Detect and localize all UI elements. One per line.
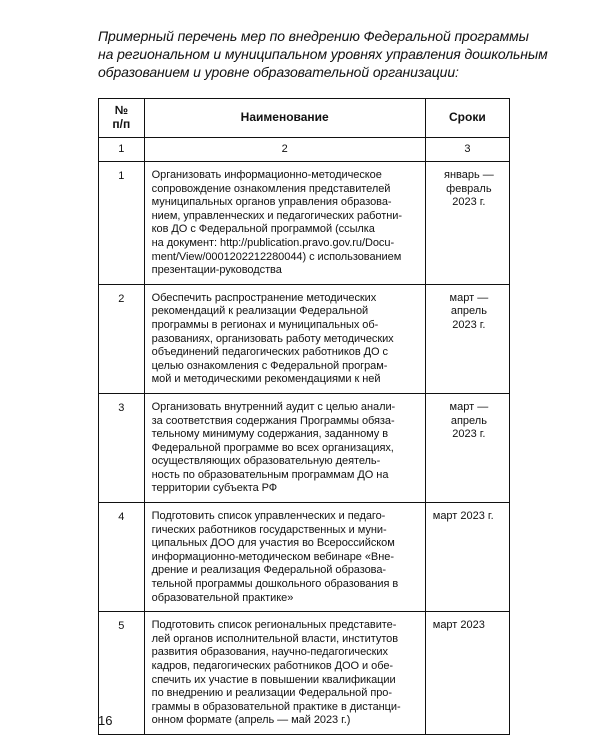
row-text-line: программы в регионах и муниципальных об- bbox=[151, 318, 379, 331]
caption-line: на региональном и муниципальном уровнях управления дошкольным bbox=[98, 46, 548, 62]
row-text-line: территории субъекта РФ bbox=[151, 482, 278, 495]
caption-line: Примерный перечень мер по внедрению Федеральной программы bbox=[98, 28, 529, 44]
column-number: 2 bbox=[144, 138, 425, 162]
caption-line: образованием и уровне образовательной организации: bbox=[98, 64, 459, 80]
row-term-line: март 2023 bbox=[432, 619, 485, 632]
row-term-line: 2023 г. bbox=[452, 428, 486, 441]
header-num bbox=[99, 99, 145, 138]
row-term bbox=[425, 393, 509, 502]
row-text-line: целью ознакомления с Федеральной програм- bbox=[151, 359, 388, 372]
row-text-line: тельному минимуму содержания, заданному в bbox=[151, 428, 389, 441]
header-num-line2: п/п bbox=[112, 117, 131, 131]
row-term-line: февраль bbox=[446, 182, 492, 195]
table-row bbox=[99, 612, 510, 735]
row-text-line: Организовать информационно-методическое bbox=[151, 169, 382, 181]
row-text-line: образовательной практике» bbox=[151, 591, 294, 604]
row-term-line: 2023 г. bbox=[452, 318, 486, 331]
row-text-line: развития образования, научно-педагогических bbox=[151, 646, 388, 659]
row-term bbox=[425, 284, 509, 393]
row-text-line: спечить их участие в повышении квалификации bbox=[151, 673, 396, 686]
row-text-line: тельной программы дошкольного образования в bbox=[151, 578, 399, 591]
row-text-line: ment/View/0001202212280044) с использованием bbox=[151, 250, 402, 263]
row-text-line: гических работников государственных и муни- bbox=[151, 523, 387, 536]
row-text-line: Подготовить список региональных представите- bbox=[151, 619, 397, 632]
row-number: 4 bbox=[99, 503, 145, 612]
header-name: Наименование bbox=[144, 99, 425, 138]
row-text-line: Федеральной программе во всех организациях, bbox=[151, 441, 394, 454]
row-term-line: апрель bbox=[450, 414, 487, 427]
table-row bbox=[99, 284, 510, 393]
row-text-line: презентации-руководства bbox=[151, 264, 282, 277]
row-text-line: ков ДО с Федеральной программой (ссылка bbox=[151, 223, 375, 236]
row-text-line: объединений педагогических работников ДО с bbox=[151, 346, 388, 359]
row-text bbox=[144, 284, 425, 393]
row-term-line: март — bbox=[449, 400, 489, 413]
row-term-line: 2023 г. bbox=[452, 196, 486, 209]
row-term bbox=[425, 503, 509, 612]
row-text-line: ность по образовательным программам ДО на bbox=[151, 468, 389, 481]
row-term-line: март 2023 г. bbox=[432, 510, 494, 523]
row-number: 5 bbox=[99, 612, 145, 735]
table-row bbox=[99, 162, 510, 285]
row-text-line: рекомендаций к реализации Федеральной bbox=[151, 305, 369, 318]
row-text-line: лей органов исполнительной власти, институтов bbox=[151, 632, 399, 645]
row-text-line: нием, управленческих и педагогических работни- bbox=[151, 209, 402, 222]
page-number: 16 bbox=[98, 713, 113, 728]
row-text bbox=[144, 393, 425, 502]
row-text-line: информационно-методическом вебинаре «Вне- bbox=[151, 550, 394, 563]
row-term-line: март — bbox=[449, 291, 489, 304]
row-text-line: на документ: http://publication.pravo.gov.ru/Docu- bbox=[151, 236, 395, 249]
table-row bbox=[99, 503, 510, 612]
row-text-line: граммы в образовательной практике в дистанци- bbox=[151, 700, 401, 713]
row-text-line: муниципальных органов управления образова- bbox=[151, 196, 392, 209]
row-term bbox=[425, 162, 509, 285]
row-text bbox=[144, 503, 425, 612]
column-number-row bbox=[99, 138, 510, 162]
row-number: 1 bbox=[99, 162, 145, 285]
caption bbox=[98, 27, 548, 81]
row-text bbox=[144, 162, 425, 285]
header-term: Сроки bbox=[425, 99, 509, 138]
row-text-line: кадров, педагогических работников ДОО и обе- bbox=[151, 660, 394, 672]
row-number: 2 bbox=[99, 284, 145, 393]
row-text-line: по внедрению и реализации Федеральной про- bbox=[151, 687, 392, 700]
row-text-line: дрение и реализация Федеральной образова- bbox=[151, 564, 387, 577]
row-text-line: Подготовить список управленческих и педаго- bbox=[151, 510, 386, 523]
row-term-line: январь — bbox=[443, 169, 494, 181]
row-text-line: сопровождение ознакомления представителей bbox=[151, 182, 391, 195]
column-number: 1 bbox=[99, 138, 145, 162]
row-text-line: Обеспечить распространение методических bbox=[151, 291, 377, 304]
header-row bbox=[99, 99, 510, 138]
row-text-line: разованиях, организовать работу методических bbox=[151, 332, 394, 345]
row-text-line: осуществляющих образовательную деятель- bbox=[151, 455, 381, 468]
measures-table bbox=[98, 98, 510, 735]
row-term bbox=[425, 612, 509, 735]
header-num-line1: № bbox=[114, 103, 129, 118]
row-text-line: Организовать внутренний аудит с целью анали- bbox=[151, 400, 396, 413]
row-text bbox=[144, 612, 425, 735]
column-number: 3 bbox=[425, 138, 509, 162]
row-text-line: за соответствия содержания Программы обяза- bbox=[151, 414, 395, 427]
row-text-line: онном формате (апрель — май 2023 г.) bbox=[151, 714, 351, 727]
row-term-line: апрель bbox=[450, 305, 487, 318]
row-text-line: мой и методическими рекомендациями к ней bbox=[151, 373, 381, 386]
row-number: 3 bbox=[99, 393, 145, 502]
row-text-line: ципальных ДОО для участия во Всероссийском bbox=[151, 537, 395, 550]
table-row bbox=[99, 393, 510, 502]
